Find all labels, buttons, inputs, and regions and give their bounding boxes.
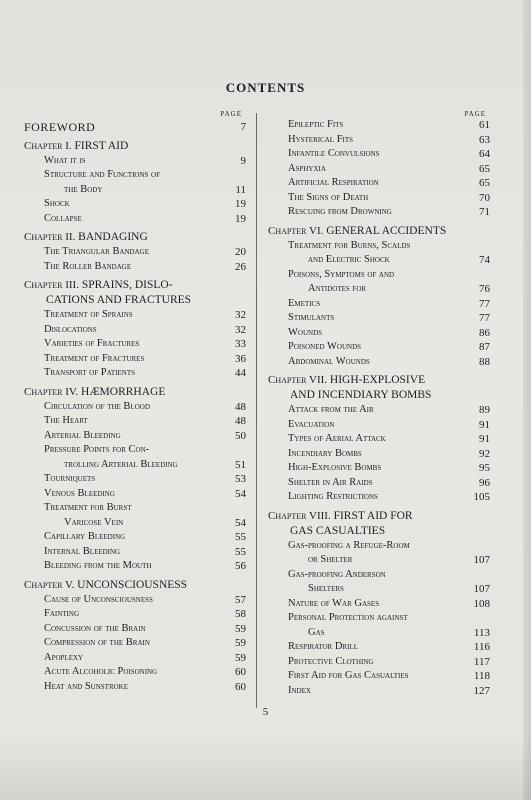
entry-title — [268, 311, 464, 326]
entry-title-text: FOREWORD — [24, 120, 96, 134]
entry-title-text: Evacuation — [288, 418, 335, 430]
entry-page: 59 — [235, 651, 246, 664]
entry-title-text: Concussion of the Brain — [44, 622, 146, 634]
entry-page: 118 — [473, 670, 490, 682]
entry-title-continued: and Electric Shock — [308, 254, 390, 265]
entry-title — [268, 191, 464, 206]
entry-title-text: Poisoned Wounds — [288, 341, 362, 352]
entry-title-text: Transport of Patients — [44, 367, 135, 378]
entry-title-text: Gas-proofing a Refuge-Room — [288, 539, 410, 551]
contents-entry — [24, 352, 246, 367]
entry-page: 113 — [473, 626, 490, 639]
contents-left-column — [24, 110, 246, 694]
entry-page: 63 — [479, 133, 490, 146]
entry-title — [268, 447, 464, 462]
entry-page: 36 — [235, 352, 246, 365]
entry-title — [24, 323, 220, 338]
entry-page: 116 — [473, 641, 490, 653]
contents-entry — [24, 308, 246, 323]
entry-title-text: Infantile Convulsions — [288, 148, 380, 159]
entry-title — [24, 472, 220, 487]
entry-title — [24, 487, 220, 502]
contents-entry — [24, 168, 246, 197]
entry-title — [24, 607, 220, 622]
entry-title-text: Compression of the Brain — [44, 637, 150, 648]
entry-page: 55 — [235, 531, 246, 543]
chapter-title: FIRST AID FOR — [333, 509, 413, 522]
entry-title — [24, 501, 220, 530]
chapter-title: BANDAGING — [78, 231, 148, 243]
page-title: CONTENTS — [225, 80, 306, 95]
entry-page: 32 — [235, 323, 246, 336]
entry-title — [24, 197, 220, 212]
entry-page: 19 — [235, 212, 246, 225]
chapter-number: Chapter V. — [24, 578, 75, 591]
entry-title-text: High-Explosive Bombs — [288, 462, 382, 473]
contents-entry — [24, 680, 246, 695]
chapter-title: GENERAL ACCIDENTS — [326, 224, 447, 237]
entry-title-text: Capillary Bleeding — [44, 531, 126, 542]
entry-page: 55 — [235, 545, 246, 558]
entry-title-text: Epileptic Fits — [288, 119, 344, 130]
entry-title-text: Nature of War Gases — [288, 597, 380, 609]
entry-page: 117 — [473, 655, 490, 668]
entry-title-text: Tourniquets — [44, 473, 96, 484]
chapter-title-continued: CATIONS AND FRACTURES — [46, 294, 192, 306]
entry-page: 50 — [235, 429, 246, 442]
chapter-number: Chapter VII. — [268, 374, 328, 386]
chapter-heading — [268, 509, 490, 539]
entry-title-text: Collapse — [44, 212, 82, 224]
entry-title — [268, 268, 464, 297]
entry-title — [24, 400, 220, 415]
entry-title — [268, 418, 464, 433]
entry-page: 108 — [473, 597, 490, 610]
contents-entry — [268, 133, 490, 148]
contents-entry — [268, 461, 490, 476]
entry-page: 95 — [479, 462, 490, 474]
entry-title — [268, 118, 464, 133]
contents-entry — [24, 197, 246, 212]
entry-page: 60 — [235, 666, 246, 678]
contents-entry — [268, 311, 490, 326]
contents-entry — [24, 212, 246, 227]
chapter-heading — [24, 230, 246, 245]
entry-page: 59 — [235, 637, 246, 649]
entry-title-text: Acute Alcoholic Poisoning — [44, 666, 158, 677]
entry-page: 89 — [479, 404, 490, 416]
entry-title-text: First Aid for Gas Casualties — [288, 670, 409, 681]
contents-entry — [24, 636, 246, 651]
contents-entry — [268, 655, 490, 670]
contents-entry — [24, 337, 246, 352]
entry-title — [268, 133, 464, 148]
entry-title-text: Wounds — [288, 326, 323, 338]
entry-title-text: Treatment for Burns, Scalds — [288, 239, 411, 251]
chapter-title: HIGH-EXPLOSIVE — [329, 374, 426, 386]
entry-title-continued: trolling Arterial Bleeding — [64, 458, 178, 470]
page-number: 5 — [262, 706, 269, 718]
entry-title — [268, 597, 464, 612]
contents-entry — [24, 487, 246, 502]
contents-entry — [24, 501, 246, 530]
chapter-heading — [268, 373, 490, 403]
entry-page: 32 — [235, 309, 246, 321]
contents-entry — [24, 665, 246, 680]
entry-title-text: Treatment of Sprains — [44, 309, 133, 320]
entry-page: 77 — [479, 312, 490, 324]
entry-page: 70 — [479, 191, 490, 204]
contents-entry — [24, 530, 246, 545]
entry-page: 71 — [479, 206, 490, 218]
contents-entry — [268, 669, 490, 684]
contents-entry — [268, 684, 490, 699]
column-divider — [256, 113, 257, 708]
entry-page: 92 — [479, 447, 490, 460]
entry-title — [24, 168, 220, 197]
page-column-label: PAGE — [464, 110, 486, 118]
entry-title — [24, 680, 220, 695]
contents-entry — [268, 640, 490, 655]
entry-title-text: Cause of Unconsciousness — [44, 593, 153, 605]
entry-title-continued: Varicose Vein — [64, 516, 124, 528]
entry-title-text: Artificial Respiration — [288, 177, 379, 188]
contents-entry — [268, 476, 490, 491]
chapter-heading — [24, 278, 246, 308]
contents-entry — [24, 443, 246, 472]
entry-title — [268, 297, 464, 312]
contents-entry — [268, 176, 490, 191]
contents-entry — [268, 418, 490, 433]
entry-title — [268, 684, 464, 699]
contents-entry — [268, 147, 490, 162]
entry-page: 88 — [479, 355, 490, 368]
entry-page: 77 — [479, 297, 490, 310]
contents-entry — [24, 651, 246, 666]
contents-entry — [24, 245, 246, 260]
entry-page: 9 — [240, 154, 246, 167]
entry-title-text: Varieties of Fractures — [44, 338, 140, 349]
contents-entry — [24, 400, 246, 415]
chapter-title: UNCONSCIOUSNESS — [77, 578, 188, 591]
contents-entry — [268, 205, 490, 220]
entry-page: 107 — [473, 583, 490, 595]
entry-page: 57 — [235, 593, 246, 606]
entry-title — [24, 260, 220, 275]
entry-title-text: Apoplexy — [44, 651, 84, 663]
entry-title-text: Emetics — [288, 297, 321, 309]
entry-title — [268, 539, 464, 568]
entry-page: 59 — [235, 622, 246, 635]
entry-page: 44 — [235, 367, 246, 379]
contents-entry — [24, 323, 246, 338]
entry-title-continued: Antidotes for — [308, 283, 367, 294]
entry-page: 65 — [479, 162, 490, 175]
contents-entry — [268, 191, 490, 206]
entry-title-continued: or Shelter — [308, 554, 353, 565]
entry-title — [24, 443, 220, 472]
entry-title-continued: Gas — [308, 626, 325, 638]
entry-title — [268, 568, 464, 597]
entry-title — [24, 530, 220, 545]
entry-title-text: Shock — [44, 198, 70, 209]
contents-entry — [24, 545, 246, 560]
entry-title — [268, 403, 464, 418]
entry-title-text: The Signs of Death — [288, 191, 369, 203]
entry-page: 61 — [479, 119, 490, 131]
chapter-title: HÆMORRHAGE — [81, 385, 166, 398]
entry-title-text: Protective Clothing — [288, 655, 374, 667]
contents-entry — [24, 429, 246, 444]
entry-title-text: Abdominal Wounds — [288, 355, 370, 367]
entry-title — [268, 239, 464, 268]
entry-title-text: Rescuing from Drowning — [288, 206, 392, 217]
entry-title — [268, 432, 464, 447]
entry-title — [268, 326, 464, 341]
contents-entry — [268, 297, 490, 312]
entry-title-text: Heat and Sunstroke — [44, 680, 129, 692]
entry-title-text: Incendiary Bombs — [288, 447, 362, 459]
entry-title-text: Types of Aerial Attack — [288, 433, 386, 444]
entry-page: 60 — [235, 680, 246, 693]
entry-page: 19 — [235, 198, 246, 210]
entry-page: 96 — [479, 476, 490, 489]
entry-page: 56 — [235, 560, 246, 572]
entry-title — [24, 352, 220, 367]
left-entries — [24, 120, 246, 694]
contents-entry — [24, 260, 246, 275]
entry-title-text: Gas-proofing Anderson — [288, 568, 386, 580]
entry-page: 11 — [235, 183, 246, 196]
entry-title — [24, 245, 220, 260]
entry-title — [24, 665, 220, 680]
entry-title — [24, 559, 220, 574]
entry-title — [268, 355, 464, 370]
contents-entry — [268, 118, 490, 133]
contents-entry — [24, 414, 246, 429]
entry-page: 48 — [235, 400, 246, 413]
entry-title-text: Circulation of the Blood — [44, 400, 150, 412]
contents-entry — [268, 568, 490, 597]
entry-page: 105 — [473, 491, 490, 503]
chapter-title: FIRST AID — [74, 139, 129, 152]
entry-title-continued: the Body — [64, 183, 103, 195]
entry-title-text: The Roller Bandage — [44, 260, 132, 272]
entry-page: 65 — [479, 177, 490, 189]
entry-page: 7 — [240, 121, 246, 133]
contents-entry — [268, 268, 490, 297]
contents-entry — [24, 559, 246, 574]
entry-page: 64 — [479, 148, 490, 160]
entry-title-text: Hysterical Fits — [288, 133, 354, 145]
chapter-heading — [268, 224, 490, 239]
entry-page: 58 — [235, 608, 246, 620]
page-shadow — [0, 740, 531, 800]
entry-page: 87 — [479, 341, 490, 353]
entry-title-text: Treatment for Burst — [44, 502, 132, 513]
page-column-label: PAGE — [220, 110, 242, 118]
chapter-heading — [24, 139, 246, 154]
entry-page: 91 — [479, 418, 490, 431]
entry-title — [268, 461, 464, 476]
entry-title-text: The Heart — [44, 415, 88, 426]
chapter-heading — [24, 385, 246, 400]
entry-title — [268, 490, 464, 505]
entry-title-text: What it is — [44, 154, 86, 166]
entry-page: 33 — [235, 338, 246, 350]
entry-title-text: Respirator Drill — [288, 641, 358, 652]
chapter-title-continued: GAS CASUALTIES — [290, 524, 386, 537]
entry-page: 26 — [235, 260, 246, 273]
foreword-entry — [24, 120, 246, 135]
entry-title — [268, 611, 464, 640]
entry-title-text: Structure and Functions of — [44, 169, 161, 180]
chapter-number: Chapter II. — [24, 231, 76, 243]
entry-title-text: Poisons, Symptoms of and — [288, 268, 395, 280]
contents-entry — [268, 162, 490, 177]
entry-page: 54 — [235, 487, 246, 500]
entry-title-text: Lighting Restrictions — [288, 491, 378, 502]
entry-page: 51 — [235, 458, 246, 471]
contents-entry — [268, 490, 490, 505]
contents-entry — [24, 472, 246, 487]
entry-title-text: Shelter in Air Raids — [288, 476, 373, 488]
contents-entry — [24, 607, 246, 622]
entry-title — [268, 476, 464, 491]
chapter-number: Chapter I. — [24, 139, 72, 152]
entry-page: 107 — [473, 554, 490, 566]
entry-title — [268, 669, 464, 684]
entry-title-text: Fainting — [44, 608, 79, 619]
entry-title — [268, 147, 464, 162]
contents-right-column — [268, 110, 490, 698]
entry-title-text: Asphyxia — [288, 162, 326, 174]
entry-title — [24, 651, 220, 666]
entry-title-text: Stimulants — [288, 312, 335, 323]
entry-title-text: The Triangular Bandage — [44, 246, 149, 257]
right-entries — [268, 118, 490, 698]
entry-page: 86 — [479, 326, 490, 339]
entry-title — [268, 640, 464, 655]
entry-title-text: Treatment of Fractures — [44, 352, 145, 364]
entry-title — [24, 429, 220, 444]
contents-entry — [268, 403, 490, 418]
chapter-title-continued: AND INCENDIARY BOMBS — [290, 389, 432, 401]
chapter-number: Chapter IV. — [24, 385, 79, 398]
entry-title-text: Pressure Points for Con- — [44, 444, 150, 455]
contents-entry — [268, 447, 490, 462]
chapter-number: Chapter VIII. — [268, 509, 331, 522]
entry-page: 91 — [479, 433, 490, 445]
entry-page: 127 — [473, 684, 490, 697]
entry-title — [268, 655, 464, 670]
chapter-number: Chapter III. — [24, 279, 79, 291]
entry-title — [24, 337, 220, 352]
page-edge — [523, 0, 531, 800]
contents-entry — [268, 611, 490, 640]
contents-entry — [268, 597, 490, 612]
contents-entry — [268, 326, 490, 341]
contents-entry — [268, 355, 490, 370]
entry-title-text: Index — [288, 684, 311, 696]
contents-entry — [268, 432, 490, 447]
entry-title-text: Internal Bleeding — [44, 545, 121, 557]
entry-title — [24, 636, 220, 651]
entry-title — [24, 120, 220, 135]
entry-title-text: Bleeding from the Mouth — [44, 560, 152, 571]
entry-title-text: Personal Protection against — [288, 612, 408, 623]
entry-title-continued: Shelters — [308, 583, 344, 594]
contents-entry — [24, 593, 246, 608]
entry-title — [268, 176, 464, 191]
contents-entry — [268, 340, 490, 355]
entry-title — [268, 340, 464, 355]
entry-title — [24, 622, 220, 637]
entry-title — [24, 308, 220, 323]
entry-title-text: Arterial Bleeding — [44, 429, 121, 441]
contents-entry — [268, 239, 490, 268]
entry-page: 76 — [479, 283, 490, 295]
chapter-number: Chapter VI. — [268, 224, 324, 237]
chapter-heading — [24, 578, 246, 593]
entry-page: 74 — [479, 254, 490, 266]
entry-title-text: Dislocations — [44, 323, 97, 335]
entry-title — [24, 154, 220, 169]
contents-entry — [24, 366, 246, 381]
contents-entry — [24, 622, 246, 637]
entry-title — [24, 593, 220, 608]
contents-entry — [24, 154, 246, 169]
entry-page: 53 — [235, 473, 246, 485]
chapter-title: SPRAINS, DISLO- — [81, 279, 173, 291]
entry-page: 54 — [235, 516, 246, 529]
entry-title-text: Venous Bleeding — [44, 487, 115, 499]
entry-title — [24, 212, 220, 227]
entry-title — [268, 205, 464, 220]
entry-title — [24, 414, 220, 429]
contents-entry — [268, 539, 490, 568]
entry-title — [24, 545, 220, 560]
entry-title — [268, 162, 464, 177]
entry-page: 20 — [235, 246, 246, 258]
entry-page: 48 — [235, 415, 246, 427]
entry-title — [24, 366, 220, 381]
entry-title-text: Attack from the Air — [288, 404, 374, 415]
